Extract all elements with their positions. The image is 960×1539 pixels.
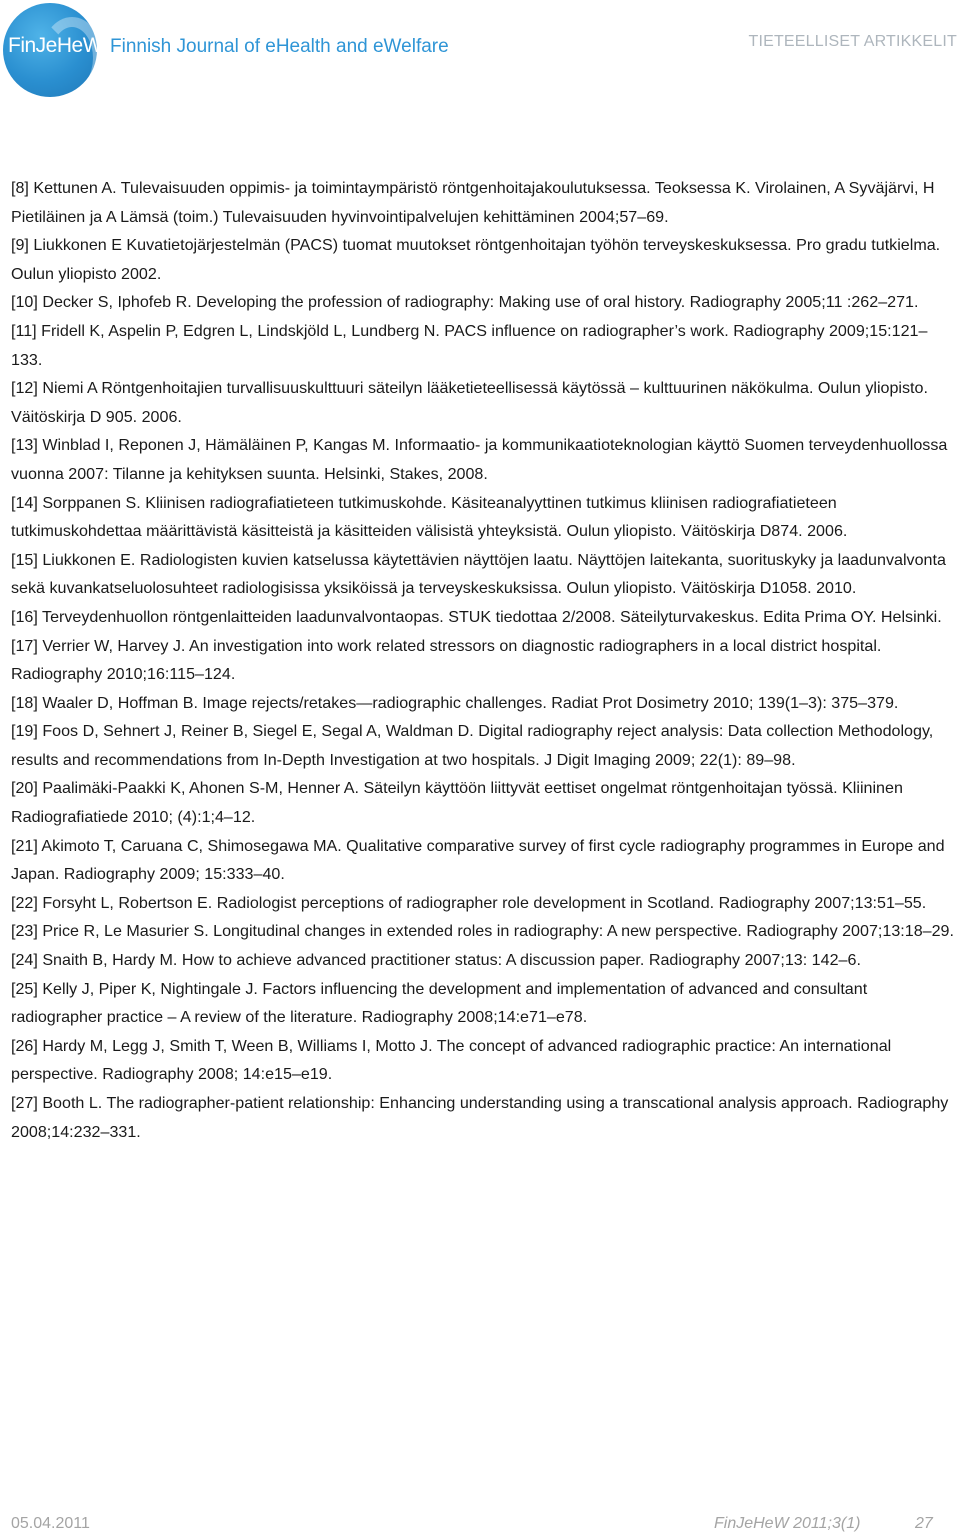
reference-item-20: [20] Paalimäki-Paakki K, Ahonen S-M, Henner A. Säteilyn käyttöön liittyvät eettiset ongelmat röntgenhoitajan työssä. Kliininen Radiografiatiede 2010; (4):1;4–12.	[11, 779, 903, 827]
reference-item-21: [21] Akimoto T, Caruana C, Shimosegawa MA. Qualitative comparative survey of first cycle radiography programmes in Europe and Japan. Radiography 2009; 15:333–40.	[11, 836, 945, 884]
reference-item-11: [11] Fridell K, Aspelin P, Edgren L, Lindskjöld L, Lundberg N. PACS influence on radiographer’s work. Radiography 2009;15:121–133.	[11, 321, 928, 369]
page-footer	[0, 1512, 960, 1539]
page-header	[0, 0, 960, 100]
reference-item-23: [23] Price R, Le Masurier S. Longitudinal changes in extended roles in radiography: A new perspective. Radiography 2007;13:18–29.	[11, 922, 954, 941]
reference-item-14: [14] Sorppanen S. Kliinisen radiografiatieteen tutkimuskohde. Käsiteanalyyttinen tutkimus kliinisen radiografiatieteen tutkimuskohdettaa määrittävistä käsitteistä ja käsitteiden välisistä yhteyksistä. Oulun yliopisto. Väitöskirja D874. 2006.	[11, 493, 848, 541]
footer-journal-issue: FinJeHeW 2011;3(1)	[714, 1515, 861, 1532]
logo-text: FinJeHeW	[8, 34, 103, 57]
section-label: TIETEELLISET ARTIKKELIT	[748, 33, 957, 50]
reference-item-15: [15] Liukkonen E. Radiologisten kuvien katselussa käytettävien näyttöjen laatu. Näyttöjen laitekanta, suorituskyky ja laadunvalvonta sekä kuvankatseluolosuhteet radiologisissa yksiköissä ja terveyskeskuksissa. Oulun yliopisto. Väitöskirja D1058. 2010.	[11, 550, 946, 598]
reference-item-24: [24] Snaith B, Hardy M. How to achieve advanced practitioner status: A discussion paper. Radiography 2007;13: 142–6.	[11, 951, 861, 970]
reference-item-9: [9] Liukkonen E Kuvatietojärjestelmän (PACS) tuomat muutokset röntgenhoitajan työhön terveyskeskuksessa. Pro gradu tutkielma. Oulun yliopisto 2002.	[11, 236, 941, 283]
reference-item-18: [18] Waaler D, Hoffman B. Image rejects/retakes—radiographic challenges. Radiat Prot Dosimetry 2010; 139(1–3): 375–379.	[11, 693, 899, 712]
reference-item-10: [10] Decker S, Iphofeb R. Developing the profession of radiography: Making use of oral history. Radiography 2005;11 :262–271.	[11, 293, 919, 312]
reference-item-12: [12] Niemi A Röntgenhoitajien turvallisuuskulttuuri säteilyn lääketieteellisessä käytössä – kulttuurinen näkökulma. Oulun yliopisto. Väitöskirja D 905. 2006.	[11, 379, 928, 426]
reference-item-25: [25] Kelly J, Piper K, Nightingale J. Factors influencing the development and implementation of advanced and consultant radiographer practice – A review of the literature. Radiography 2008;14:e71–e78.	[11, 979, 868, 1027]
reference-item-19: [19] Foos D, Sehnert J, Reiner B, Siegel E, Segal A, Waldman D. Digital radiography reject analysis: Data collection Methodology, results and recommendations from In-Depth Investigation at two hospitals. J Digit Imaging 2009; 22(1): 89–98.	[11, 722, 934, 769]
journal-title: Finnish Journal of eHealth and eWelfare	[110, 36, 449, 57]
logo-swoosh-icon	[41, 17, 103, 99]
reference-item-27: [27] Booth L. The radiographer-patient relationship: Enhancing understanding using a transcational analysis approach. Radiography 2008;14:232–331.	[11, 1094, 949, 1141]
reference-item-17: [17] Verrier W, Harvey J. An investigation into work related stressors on diagnostic radiographers in a local district hospital. Radiography 2010;16:115–124.	[11, 636, 882, 684]
footer-date: 05.04.2011	[11, 1515, 90, 1532]
reference-item-26: [26] Hardy M, Legg J, Smith T, Ween B, Williams I, Motto J. The concept of advanced radiographic practice: An international perspective. Radiography 2008; 14:e15–e19.	[11, 1036, 892, 1084]
footer-page-number: 27	[915, 1515, 933, 1532]
reference-item-22: [22] Forsyht L, Robertson E. Radiologist perceptions of radiographer role development in Scotland. Radiography 2007;13:51–55.	[11, 893, 927, 912]
reference-item-13: [13] Winblad I, Reponen J, Hämäläinen P, Kangas M. Informaatio- ja kommunikaatioteknologian käyttö Suomen terveydenhuollossa vuonna 2007: Tilanne ja kehityksen suunta. Helsinki, Stakes, 2008.	[11, 436, 948, 483]
reference-item-16: [16] Terveydenhuollon röntgenlaitteiden laadunvalvontaopas. STUK tiedottaa 2/2008. Säteilyturvakeskus. Edita Prima OY. Helsinki.	[11, 607, 942, 626]
reference-list	[11, 174, 957, 1146]
reference-item-8: [8] Kettunen A. Tulevaisuuden oppimis- ja toimintaympäristö röntgenhoitajakoulutuksessa. Teoksessa K. Virolainen, A Syväjärvi, H Pietiläinen ja A Lämsä (toim.) Tulevaisuuden hyvinvointipalvelujen kehittäminen 2004;57–69.	[11, 179, 935, 226]
